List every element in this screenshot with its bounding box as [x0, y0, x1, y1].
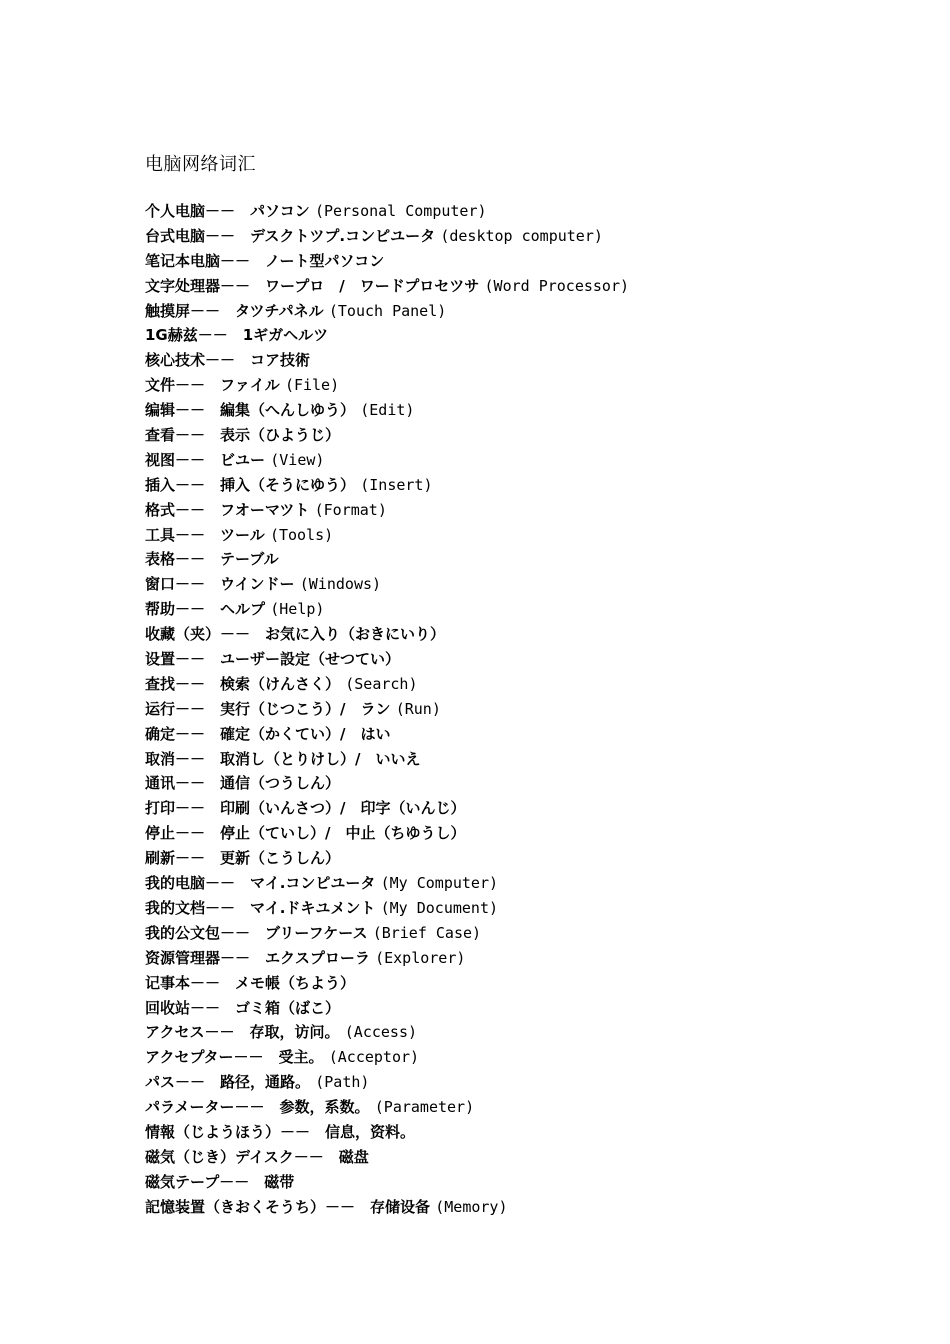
vocab-term: 查看－－ 表示（ひようじ）: [145, 426, 341, 445]
vocab-term: 台式电脑－－ デスクトツプ.コンピユータ: [145, 226, 441, 245]
vocab-line: [145, 622, 629, 647]
vocab-line: [145, 1020, 629, 1045]
vocab-term: 格式－－ フオーマツト: [145, 500, 315, 519]
vocab-term: 编辑－－ 編集（へんしゆう）: [145, 401, 361, 420]
vocab-term: 视图－－ ビユー: [145, 450, 271, 469]
vocab-english: (File): [284, 376, 340, 395]
vocab-line: [145, 1045, 629, 1070]
vocab-term: 回收站－－ ゴミ箱（ばこ）: [145, 998, 341, 1017]
vocab-line: [145, 274, 629, 299]
vocab-english: (Parameter): [374, 1098, 475, 1117]
vocab-line: [145, 597, 629, 622]
vocab-line: [145, 996, 629, 1021]
vocab-line: [145, 771, 629, 796]
vocab-term: 记事本－－ メモ帳（ちよう）: [145, 973, 356, 992]
vocab-term: 确定－－ 確定（かくてい）/ はい: [145, 724, 391, 743]
vocab-line: [145, 373, 629, 398]
vocab-term: 收藏（夹）－－ お気に入り（おきにいり）: [145, 625, 446, 644]
vocab-english: (Tools): [269, 525, 334, 544]
vocab-english: (Search): [345, 674, 418, 693]
vocab-line: [145, 498, 629, 523]
vocab-term: 磁気テープ－－ 磁带: [145, 1172, 295, 1191]
vocab-line: [145, 1145, 629, 1170]
vocab-english: (Explorer): [375, 948, 466, 967]
vocab-line: [145, 423, 629, 448]
vocab-english: (Personal Computer): [314, 202, 487, 220]
vocab-term: 我的公文包－－ ブリーフケース: [145, 923, 373, 942]
vocab-line: [145, 697, 629, 722]
vocab-term: 查找－－ 検索（けんさく）: [145, 674, 346, 693]
vocab-term: 资源管理器－－ エクスプローラ: [145, 948, 376, 967]
vocab-line: [145, 821, 629, 846]
vocab-line: [145, 1195, 629, 1220]
vocab-term: 核心技术－－ コア技術: [145, 351, 311, 370]
vocabulary-list: [145, 199, 629, 1220]
vocab-term: パラメーター－－ 参数，系数。: [145, 1098, 375, 1117]
vocab-line: [145, 348, 629, 373]
vocab-line: [145, 224, 629, 249]
vocab-term: 文字处理器－－ ワープロ / ワードプロセツサ: [145, 276, 485, 295]
vocab-line: [145, 448, 629, 473]
vocab-term: 笔记本电脑－－ ノート型パソコン: [145, 251, 385, 270]
vocab-english: (Format): [314, 500, 387, 519]
vocab-term: 工具－－ ツール: [145, 525, 270, 544]
vocab-term: アクセプター－－ 受主。: [145, 1048, 329, 1067]
vocab-line: [145, 846, 629, 871]
vocab-term: 设置－－ ユーザー設定（せつてい）: [145, 650, 401, 669]
vocab-english: (Path): [315, 1073, 370, 1092]
vocab-line: [145, 921, 629, 946]
vocab-term: 个人电脑－－ パソコン: [145, 202, 315, 220]
vocab-english: (Word Processor): [484, 276, 630, 295]
vocab-term: 磁気（じき）デイスク－－ 磁盘: [145, 1147, 369, 1166]
vocab-line: [145, 299, 629, 324]
vocab-line: [145, 473, 629, 498]
document-title: 电脑网络词汇: [145, 154, 256, 175]
vocab-english: (Brief Case): [372, 923, 482, 942]
vocab-term: アクセス－－ 存取，访问。: [145, 1023, 345, 1042]
vocab-english: (My Computer): [380, 874, 499, 893]
vocab-term: 停止－－ 停止（ていし）/ 中止（ちゆうし）: [145, 824, 466, 843]
vocab-line: [145, 249, 629, 274]
vocab-line: [145, 1095, 629, 1120]
vocab-term: パス－－ 路径，通路。: [145, 1073, 316, 1092]
vocab-english: (Windows): [299, 575, 382, 594]
vocab-term: 記憶装置（きおくそうち）－－ 存储设备: [145, 1197, 436, 1216]
vocab-english: (Access): [344, 1023, 418, 1042]
vocab-line: [145, 647, 629, 672]
vocab-english: (Edit): [360, 401, 415, 420]
vocab-term: 我的电脑－－ マイ.コンピユータ: [145, 874, 381, 893]
vocab-term: 触摸屏－－ タツチパネル: [145, 301, 329, 320]
vocab-line: [145, 672, 629, 697]
vocab-term: 窗口－－ ウインドー: [145, 575, 300, 594]
vocab-line: [145, 547, 629, 572]
vocab-term: 表格－－ テーブル: [145, 550, 279, 569]
vocab-line: [145, 523, 629, 548]
vocab-line: [145, 896, 629, 921]
vocab-term: 通讯－－ 通信（つうしん）: [145, 774, 341, 793]
vocab-english: (Memory): [435, 1197, 508, 1216]
vocab-english: (Run): [395, 699, 441, 718]
vocab-line: [145, 946, 629, 971]
vocab-english: (Insert): [360, 475, 433, 494]
vocab-term: 取消－－ 取消し（とりけし）/ いいえ: [145, 749, 421, 768]
vocab-line: [145, 572, 629, 597]
vocab-term: 帮助－－ ヘルプ: [145, 600, 271, 619]
vocab-line: [145, 398, 629, 423]
vocab-english: (My Document): [380, 898, 499, 917]
vocab-term: 文件－－ ファイル: [145, 376, 285, 395]
vocab-english: (Acceptor): [328, 1048, 420, 1067]
vocab-line: [145, 1120, 629, 1145]
vocab-english: (View): [270, 450, 325, 469]
vocab-line: [145, 1170, 629, 1195]
vocab-line: [145, 796, 629, 821]
vocab-line: [145, 1070, 629, 1095]
vocab-line: [145, 971, 629, 996]
vocab-term: 我的文档－－ マイ.ドキユメント: [145, 898, 381, 917]
vocab-term: 刷新－－ 更新（こうしん）: [145, 849, 341, 868]
vocab-term: 1G赫兹－－ 1ギガヘルツ: [145, 326, 329, 345]
vocab-line: [145, 747, 629, 772]
vocab-line: [145, 871, 629, 896]
vocab-term: 插入－－ 挿入（そうにゆう）: [145, 475, 361, 494]
vocab-english: (desktop computer): [440, 226, 603, 245]
vocab-english: (Help): [270, 600, 325, 619]
vocab-term: 打印－－ 印刷（いんさつ）/ 印字（いんじ）: [145, 799, 466, 818]
vocab-line: [145, 323, 629, 348]
vocab-line: [145, 722, 629, 747]
vocab-english: (Touch Panel): [328, 301, 447, 320]
vocab-line: [145, 199, 629, 224]
vocab-term: 运行－－ 実行（じつこう）/ ラン: [145, 699, 396, 718]
vocab-term: 情報（じようほう）－－ 信息，资料。: [145, 1122, 416, 1141]
